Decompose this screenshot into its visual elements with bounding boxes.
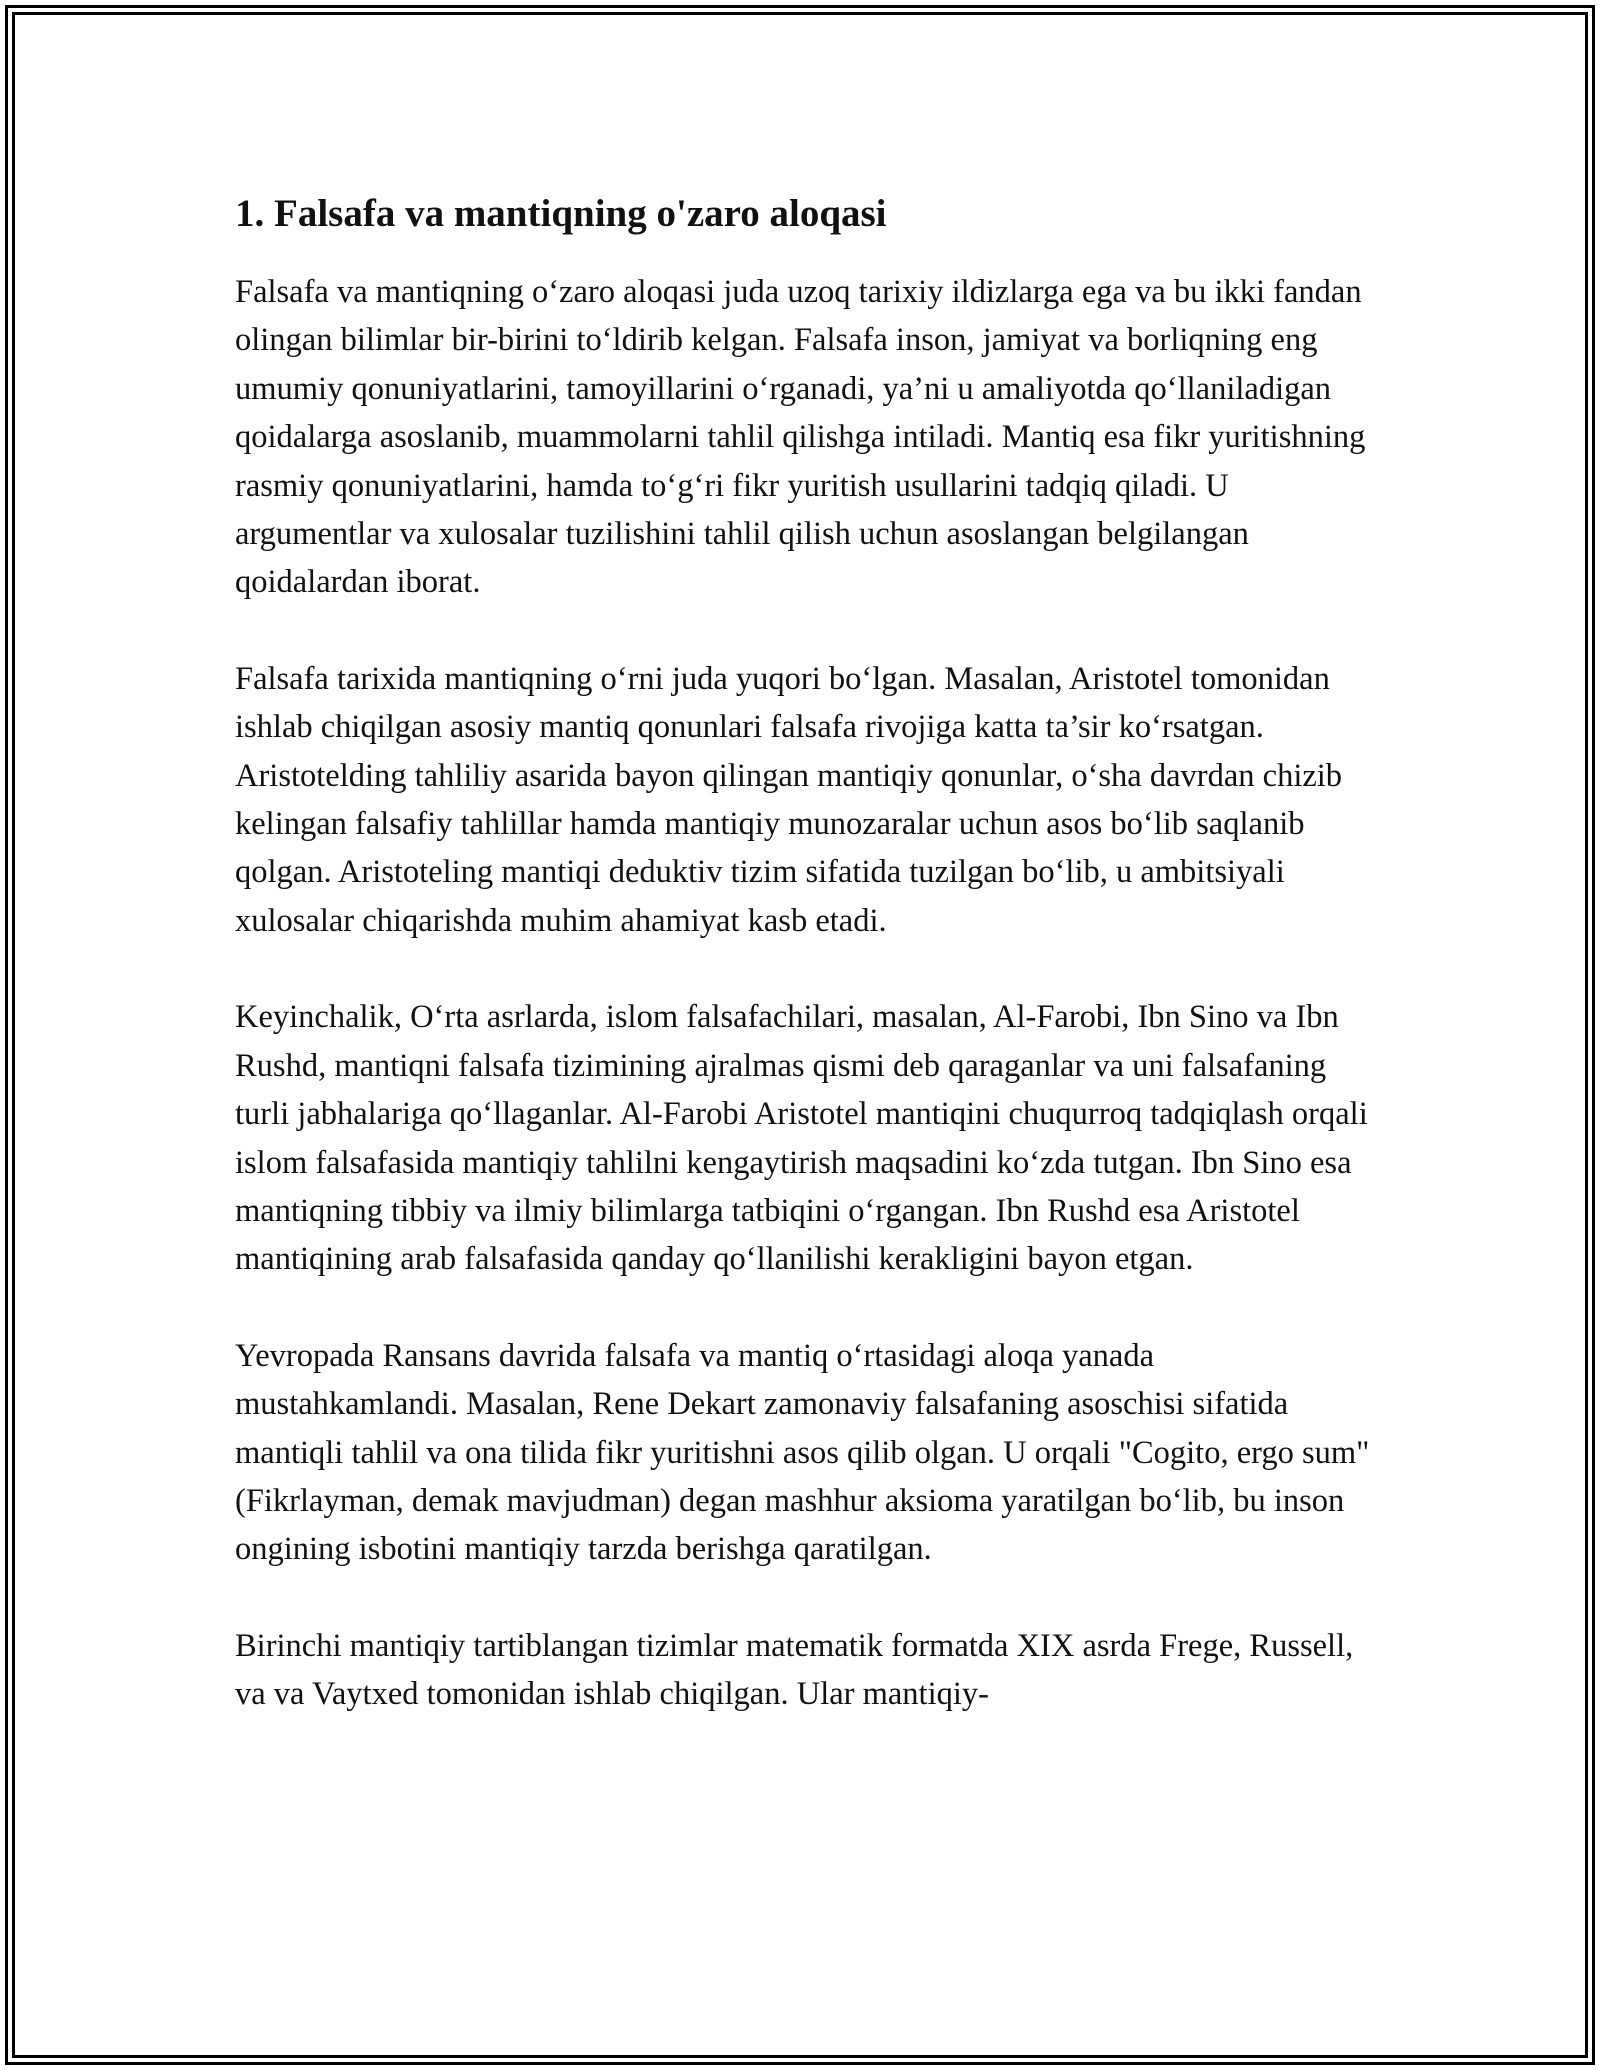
paragraph-1: Falsafa va mantiqning oʻzaro aloqasi juda uzoq tarixiy ildizlarga ega va bu ikki fandan olingan bilimlar bir-birini toʻldirib kelgan. Falsafa inson, jamiyat va borliqning eng umumiy qonuniyatlarini, tamoyillarini oʻrganadi, ya’ni u amaliyotda qoʻllaniladigan qoidalarga asoslanib, muammolarni tahlil qilishga intiladi. Mantiq esa fikr yuritishning rasmiy qonuniyatlarini, hamda toʻgʻri fikr yuritish usullarini tadqiq qiladi. U argumentlar va xulosalar tuzilishini tahlil qilish uchun asoslangan belgilangan qoidalardan iborat. (235, 274, 1366, 601)
paragraph-4: Yevropada Ransans davrida falsafa va mantiq oʻrtasidagi aloqa yanada mustahkamlandi. Masalan, Rene Dekart zamonaviy falsafaning asoschisi sifatida mantiqli tahlil va ona tilida fikr yuritishni asos qilib olgan. U orqali "Cogito, ergo sum" (Fikrlayman, demak mavjudman) degan mashhur aksioma yaratilgan boʻlib, bu inson ongining isbotini mantiqiy tarzda berishga qaratilgan. (235, 1337, 1370, 1568)
paragraph-2: Falsafa tarixida mantiqning oʻrni juda yuqori boʻlgan. Masalan, Aristotel tomonidan ishlab chiqilgan asosiy mantiq qonunlari falsafa rivojiga katta ta’sir koʻrsatgan. Aristotelding tahliliy asarida bayon qilingan mantiqiy qonunlar, oʻsha davrdan chizib kelingan falsafiy tahlillar hamda mantiqiy munozaralar uchun asos boʻlib saqlanib qolgan. Aristoteling mantiqi deduktiv tizim sifatida tuzilgan boʻlib, u ambitsiyali xulosalar chiqarishda muhim ahamiyat kasb etadi. (235, 660, 1343, 939)
paragraph-3: Keyinchalik, Oʻrta asrlarda, islom falsafachilari, masalan, Al-Farobi, Ibn Sino va Ibn Rushd, mantiqni falsafa tizimining ajralmas qismi deb qaraganlar va uni falsafaning turli jabhalariga qoʻllaganlar. Al-Farobi Aristotel mantiqini chuqurroq tadqiqlash orqali islom falsafasida mantiqiy tahlilni kengaytirish maqsadini koʻzda tutgan. Ibn Sino esa mantiqning tibbiy va ilmiy bilimlarga tatbiqini oʻrgangan. Ibn Rushd esa Aristotel mantiqining arab falsafasida qanday qoʻllanilishi kerakligini bayon etgan. (235, 999, 1368, 1278)
document-body (235, 188, 1375, 1767)
section-heading: 1. Falsafa va mantiqning o'zaro aloqasi (235, 192, 887, 235)
paragraph-5: Birinchi mantiqiy tartiblangan tizimlar matematik formatda XIX asrda Frege, Russell, va va Vaytxed tomonidan ishlab chiqilgan. Ular mantiqiy- (235, 1627, 1354, 1713)
